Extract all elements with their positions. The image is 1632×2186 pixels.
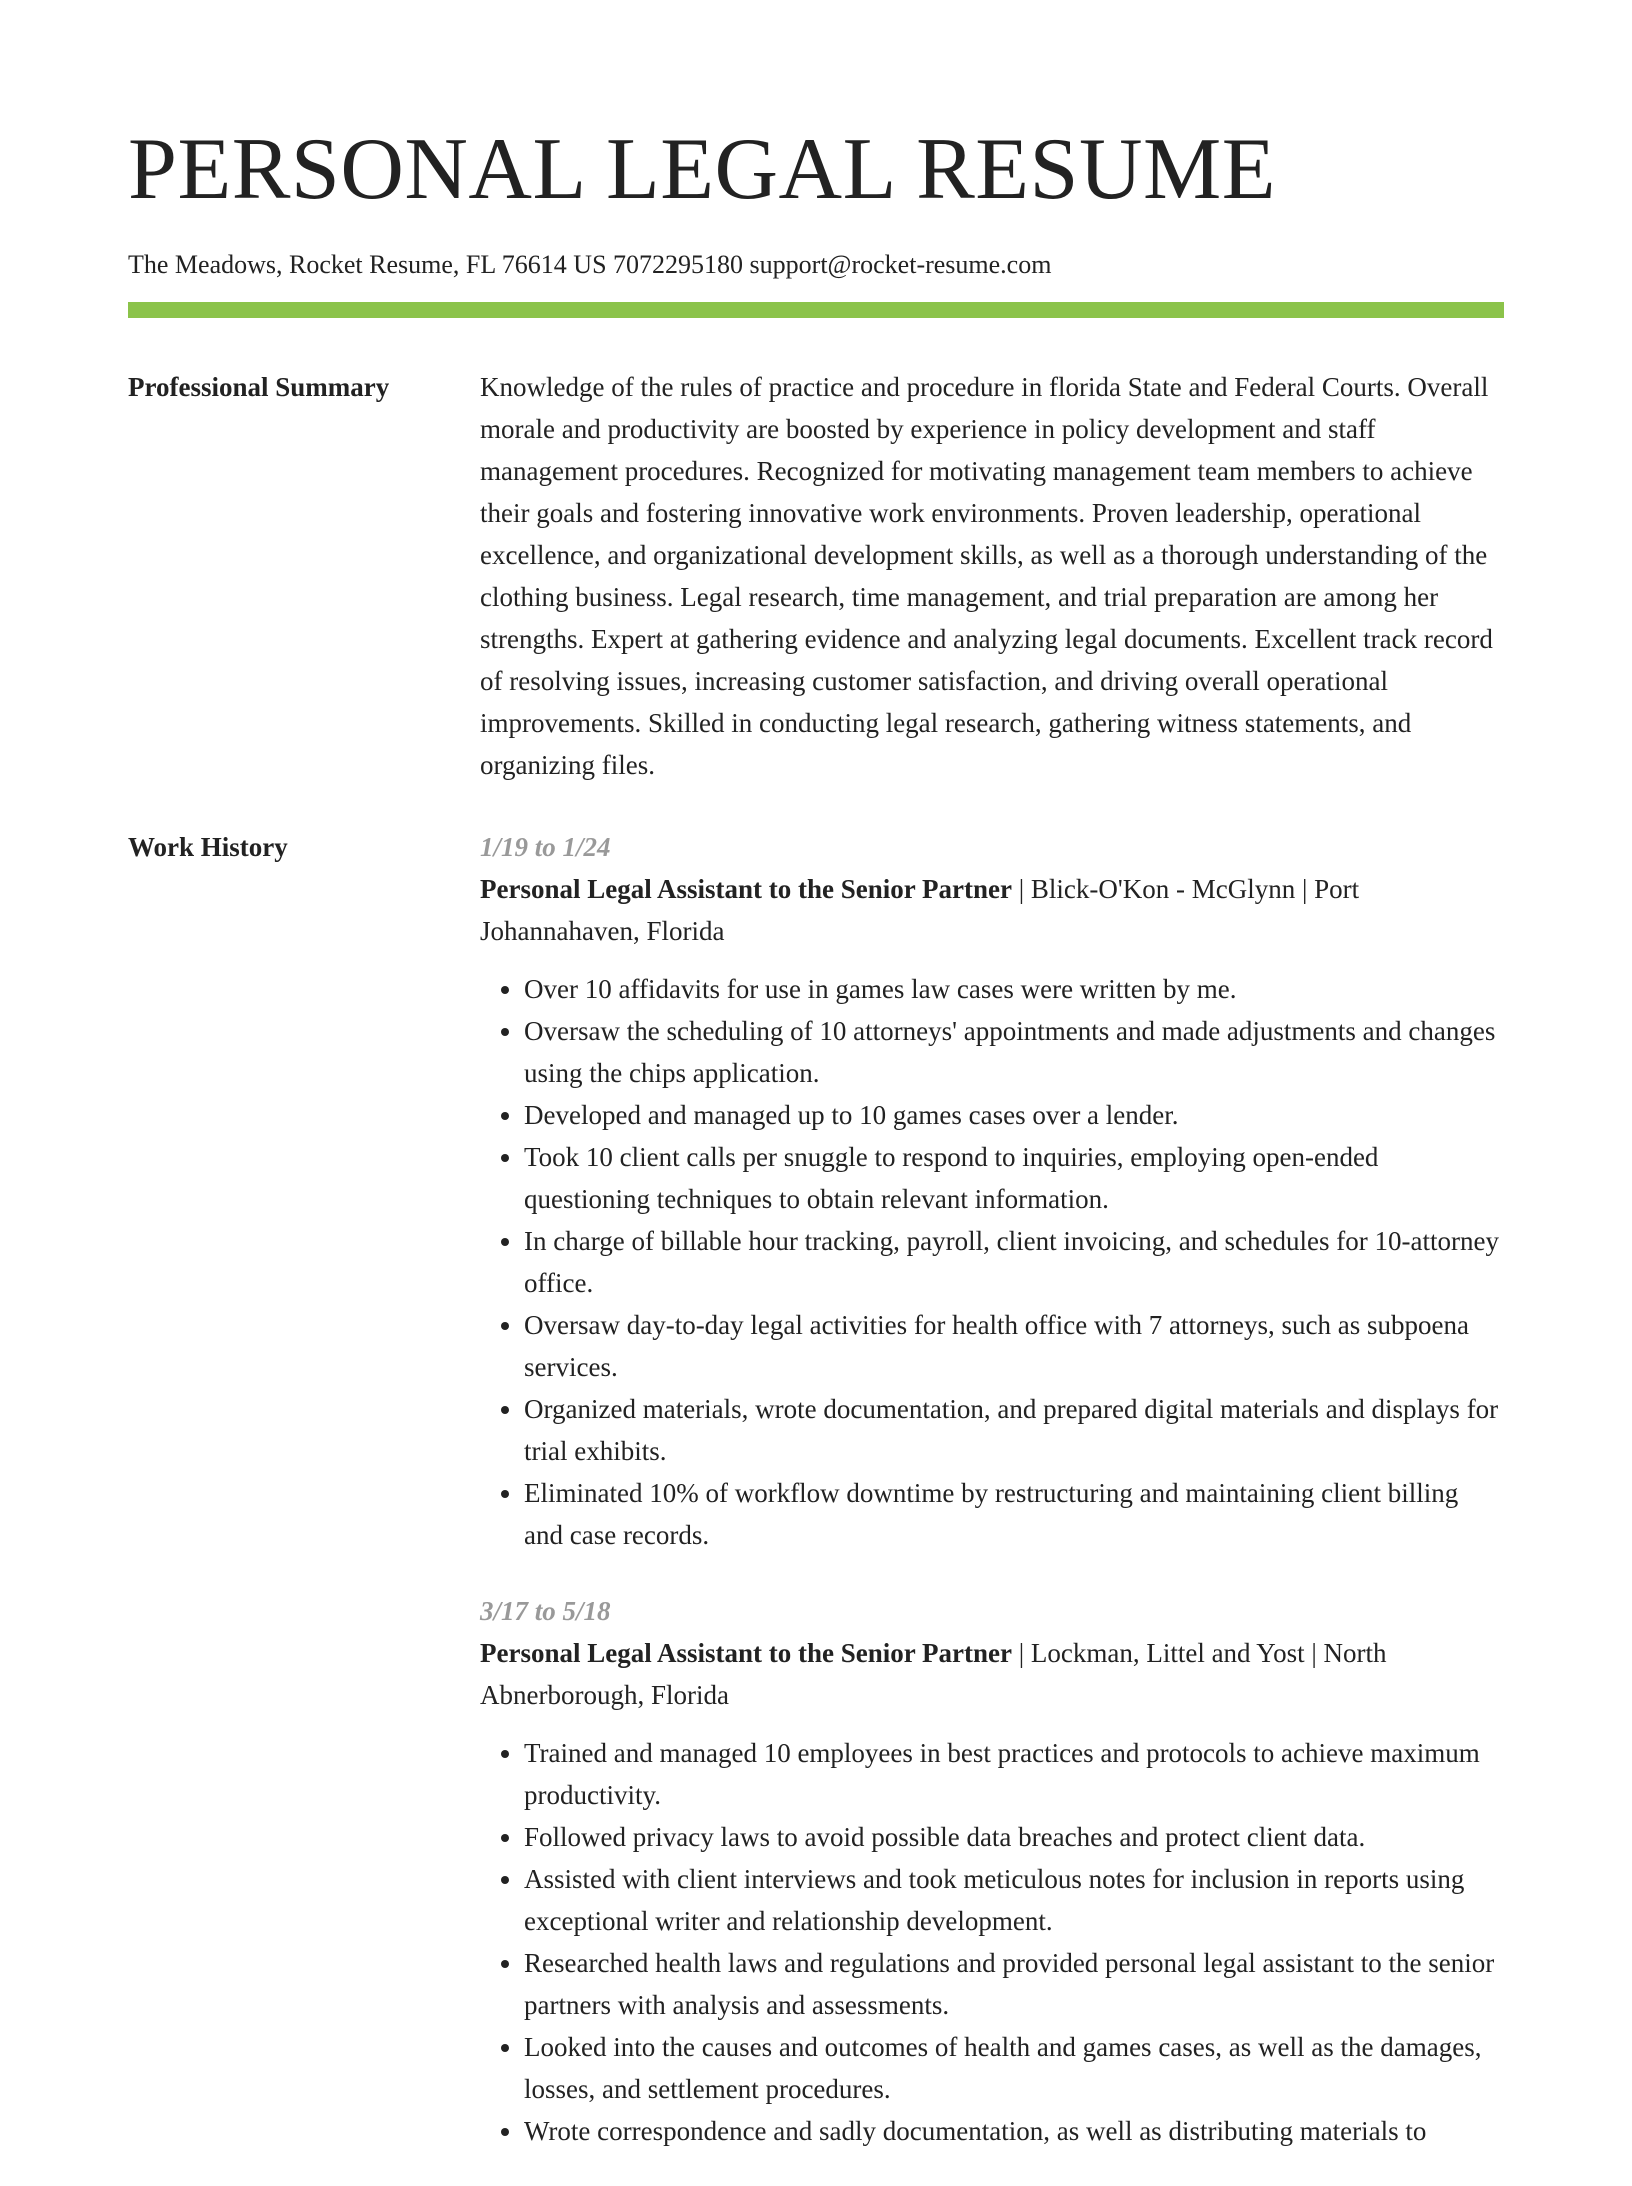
job-bullet: • Followed privacy laws to avoid possible data breaches and protect client data. [524,1816,1504,1858]
section-heading-summary: Professional Summary [128,372,390,402]
job-title: Personal Legal Assistant to the Senior Partner [480,1638,1012,1668]
resume-name: PERSONAL LEGAL RESUME [128,121,1277,218]
job-title: Personal Legal Assistant to the Senior Partner [480,874,1012,904]
job-bullet: • Researched health laws and regulations and provided personal legal assistant to the senior partners with analysis and assessments. [524,1942,1504,2026]
job-bullet: • Wrote correspondence and sadly documentation, as well as distributing materials to [524,2110,1504,2152]
job-bullet: • Over 10 affidavits for use in games law cases were written by me. [524,968,1504,1010]
job-bullet: • Oversaw the scheduling of 10 attorneys' appointments and made adjustments and changes using the chips application. [524,1010,1504,1094]
job-bullet: • Developed and managed up to 10 games cases over a lender. [524,1094,1504,1136]
section-heading-work-history: Work History [128,832,288,862]
job-bullet: • Looked into the causes and outcomes of health and games cases, as well as the damages, losses, and settlement procedures. [524,2026,1504,2110]
job-bullets [480,968,1504,1556]
job-bullet: • Organized materials, wrote documentation, and prepared digital materials and displays for trial exhibits. [524,1388,1504,1472]
job-bullet: • Assisted with client interviews and took meticulous notes for inclusion in reports using exceptional writer and relationship development. [524,1858,1504,1942]
work-history-section [128,826,1504,2186]
job-employer-location: | Lockman, Littel and Yost | North Abnerborough, Florida [480,1638,1387,1710]
job-employer-location: | Blick-O'Kon - McGlynn | Port Johannahaven, Florida [480,874,1360,946]
header-divider [128,302,1504,318]
job-bullet: • Trained and managed 10 employees in best practices and protocols to achieve maximum productivity. [524,1732,1504,1816]
job-bullets [480,1732,1504,2152]
job-heading [480,1632,1504,1716]
job-bullet: • Took 10 client calls per snuggle to respond to inquiries, employing open-ended questioning techniques to obtain relevant information. [524,1136,1504,1220]
job-bullet: • Oversaw day-to-day legal activities for health office with 7 attorneys, such as subpoena services. [524,1304,1504,1388]
summary-section [128,366,1504,786]
summary-body [480,366,1504,786]
summary-text: Knowledge of the rules of practice and procedure in florida State and Federal Courts. Overall morale and productivity are boosted by experience in policy development and staff management procedures. Recognized for motivating management team members to achieve their goals and fostering innovative work environments. Proven leadership, operational excellence, and organizational development skills, as well as a thorough understanding of the clothing business. Legal research, time management, and trial preparation are among her strengths. Expert at gathering evidence and analyzing legal documents. Excellent track record of resolving issues, increasing customer satisfaction, and driving overall operational improvements. Skilled in conducting legal research, gathering witness statements, and organizing files. [480,372,1493,780]
job-dates: 1/19 to 1/24 [480,832,611,862]
job-heading [480,868,1504,952]
job-entry [480,1590,1504,2152]
job-bullet: • In charge of billable hour tracking, payroll, client invoicing, and schedules for 10-attorney office. [524,1220,1504,1304]
contact-line: The Meadows, Rocket Resume, FL 76614 US 7072295180 support@rocket-resume.com [128,250,1052,279]
job-dates: 3/17 to 5/18 [480,1596,611,1626]
job-bullet: • Eliminated 10% of workflow downtime by restructuring and maintaining client billing and case records. [524,1472,1504,1556]
job-entry [480,826,1504,1556]
resume-page [128,120,1504,2186]
work-history-body [480,826,1504,2186]
